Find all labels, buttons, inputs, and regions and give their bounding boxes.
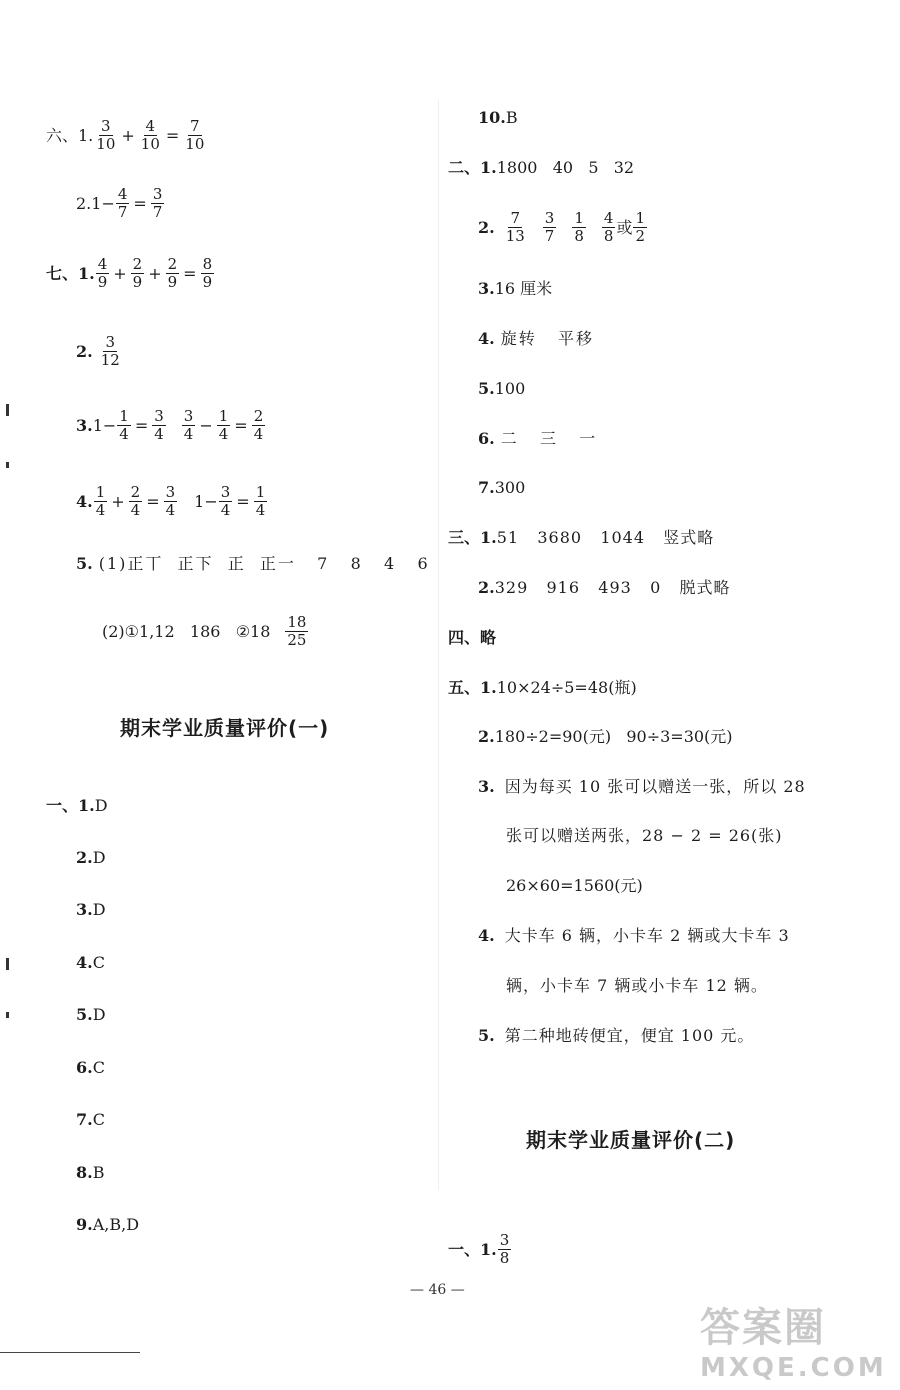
answer-2-3: 3. 16 厘米 xyxy=(478,279,553,298)
answer-5-3-line2: 张可以赠送两张，28 − 2 = 26(张) xyxy=(506,826,783,845)
watermark-logo-text: 答案圈 xyxy=(700,1305,826,1351)
section-title: 期末学业质量评价(二) xyxy=(526,1128,736,1152)
answer-6-2: 2. 1− $\frac{4}{7}$ = $\frac{3}{7}$ xyxy=(76,185,163,221)
fraction: $\frac{2}{4}$ xyxy=(253,407,264,443)
page-number: — 46 — xyxy=(410,1282,465,1298)
answer-7-1: 七、1. $\frac{4}{9}$ + $\frac{2}{9}$ + $\frac{2}{9}$ = $\frac{8}{9}$ xyxy=(46,255,213,291)
answer-7-5-2: (2)①1,12 186 ②18 $\frac{18}{25}$ xyxy=(102,613,307,649)
column-divider xyxy=(438,100,439,1190)
answer-6-1: 六、1. $\frac{3}{10}$ + $\frac{4}{10}$ = $\frac{7}{10}$ xyxy=(46,117,205,153)
answer-5-3: 3. 因为每买 10 张可以赠送一张，所以 28 xyxy=(478,777,806,796)
answer-5-2: 2. 180÷2=90(元) 90÷3=30(元) xyxy=(478,727,733,746)
answer-1-4: 4. C xyxy=(76,953,105,972)
answer-7-3: 3. 1− $\frac{1}{4}$ = $\frac{3}{4}$ $\frac{3}{4}$ − $\frac{1}{4}$ = $\frac{2}{4}$ xyxy=(76,407,264,443)
answer-1-10: 10. B xyxy=(478,108,518,127)
answer-2-5: 5. 100 xyxy=(478,379,526,398)
fraction: $\frac{4}{8}$ xyxy=(603,209,614,245)
answer-1-8: 8. B xyxy=(76,1163,105,1182)
fraction: $\frac{7}{10}$ xyxy=(185,117,205,153)
answer-5-1: 五、1. 10×24÷5=48(瓶) xyxy=(448,678,637,697)
answer-3-2: 2. 329 916 493 0 脱式略 xyxy=(478,578,731,597)
fraction: $\frac{3}{4}$ xyxy=(220,483,231,519)
answer-1-9: 9. A,B,D xyxy=(76,1215,140,1234)
fraction: $\frac{1}{4}$ xyxy=(95,483,106,519)
answer-2-4: 4. 旋转 平移 xyxy=(478,329,594,348)
footer-rule xyxy=(0,1352,140,1353)
fraction: $\frac{3}{10}$ xyxy=(96,117,116,153)
answer-1-1: 一、1. D xyxy=(46,796,108,815)
fraction: $\frac{18}{25}$ xyxy=(287,613,307,649)
binding-mark xyxy=(6,1012,9,1018)
answer-5-5: 5. 第二种地砖便宜，便宜 100 元。 xyxy=(478,1026,755,1045)
answer-1-5: 5. D xyxy=(76,1005,106,1024)
answer-1-6: 6. C xyxy=(76,1058,105,1077)
fraction: $\frac{7}{13}$ xyxy=(505,209,525,245)
fraction: $\frac{8}{9}$ xyxy=(202,255,213,291)
fraction: $\frac{3}{7}$ xyxy=(544,209,555,245)
fraction: $\frac{1}{2}$ xyxy=(635,209,645,245)
fraction: $\frac{3}{4}$ xyxy=(165,483,176,519)
answer-1-3: 3. D xyxy=(76,900,106,919)
answer-2-2: 2. $\frac{7}{13}$ $\frac{3}{7}$ $\frac{1}{8}$ $\frac{4}{8}$ 或 $\frac{1}{2}$ xyxy=(478,209,645,245)
fraction: $\frac{2}{4}$ xyxy=(130,483,141,519)
fraction: $\frac{3}{4}$ xyxy=(183,407,194,443)
binding-mark xyxy=(6,462,9,468)
fraction: $\frac{4}{7}$ xyxy=(117,185,128,221)
fraction: $\frac{2}{9}$ xyxy=(132,255,143,291)
answer-3-1: 三、1. 51 3680 1044 竖式略 xyxy=(448,528,715,547)
fraction: $\frac{2}{9}$ xyxy=(167,255,178,291)
fraction: $\frac{4}{9}$ xyxy=(97,255,108,291)
answer-1-7: 7. C xyxy=(76,1110,105,1129)
answer-7-5: 5. (1)正丅 正下 正 正一 7 8 4 6 xyxy=(76,554,430,573)
section-title: 期末学业质量评价(一) xyxy=(120,716,330,740)
fraction: $\frac{1}{4}$ xyxy=(255,483,266,519)
binding-mark xyxy=(6,958,9,970)
binding-mark xyxy=(6,404,9,416)
watermark-site-text: MXQE.COM xyxy=(700,1353,887,1383)
fraction: $\frac{3}{7}$ xyxy=(152,185,163,221)
answer-2-7: 7. 300 xyxy=(478,478,526,497)
fraction: $\frac{3}{8}$ xyxy=(499,1231,510,1267)
section-label: 六、1. xyxy=(46,125,94,145)
answer-4: 四、略 xyxy=(448,628,497,647)
fraction: $\frac{1}{8}$ xyxy=(574,209,584,245)
answer-2-6: 6. 二 三 一 xyxy=(478,429,598,448)
answer-1-2: 2. D xyxy=(76,848,106,867)
fraction: $\frac{3}{12}$ xyxy=(100,333,120,369)
answer-5-4-line2: 辆，小卡车 7 辆或小卡车 12 辆。 xyxy=(506,976,768,995)
watermark xyxy=(700,1296,895,1386)
fraction: $\frac{1}{4}$ xyxy=(119,407,129,443)
fraction: $\frac{3}{4}$ xyxy=(154,407,164,443)
answer-7-2: 2. $\frac{3}{12}$ xyxy=(76,333,120,369)
answer-5-4: 4. 大卡车 6 辆，小卡车 2 辆或大卡车 3 xyxy=(478,926,790,945)
answer-b-1-1: 一、1. $\frac{3}{8}$ xyxy=(448,1231,510,1267)
fraction: $\frac{1}{4}$ xyxy=(218,407,229,443)
answer-5-3-line3: 26×60=1560(元) xyxy=(506,876,643,895)
answer-2-1: 二、1. 1800 40 5 32 xyxy=(448,158,635,177)
fraction: $\frac{4}{10}$ xyxy=(140,117,160,153)
answer-7-4: 4. $\frac{1}{4}$ + $\frac{2}{4}$ = $\frac{3}{4}$ 1− $\frac{3}{4}$ = $\frac{1}{4}$ xyxy=(76,483,266,519)
